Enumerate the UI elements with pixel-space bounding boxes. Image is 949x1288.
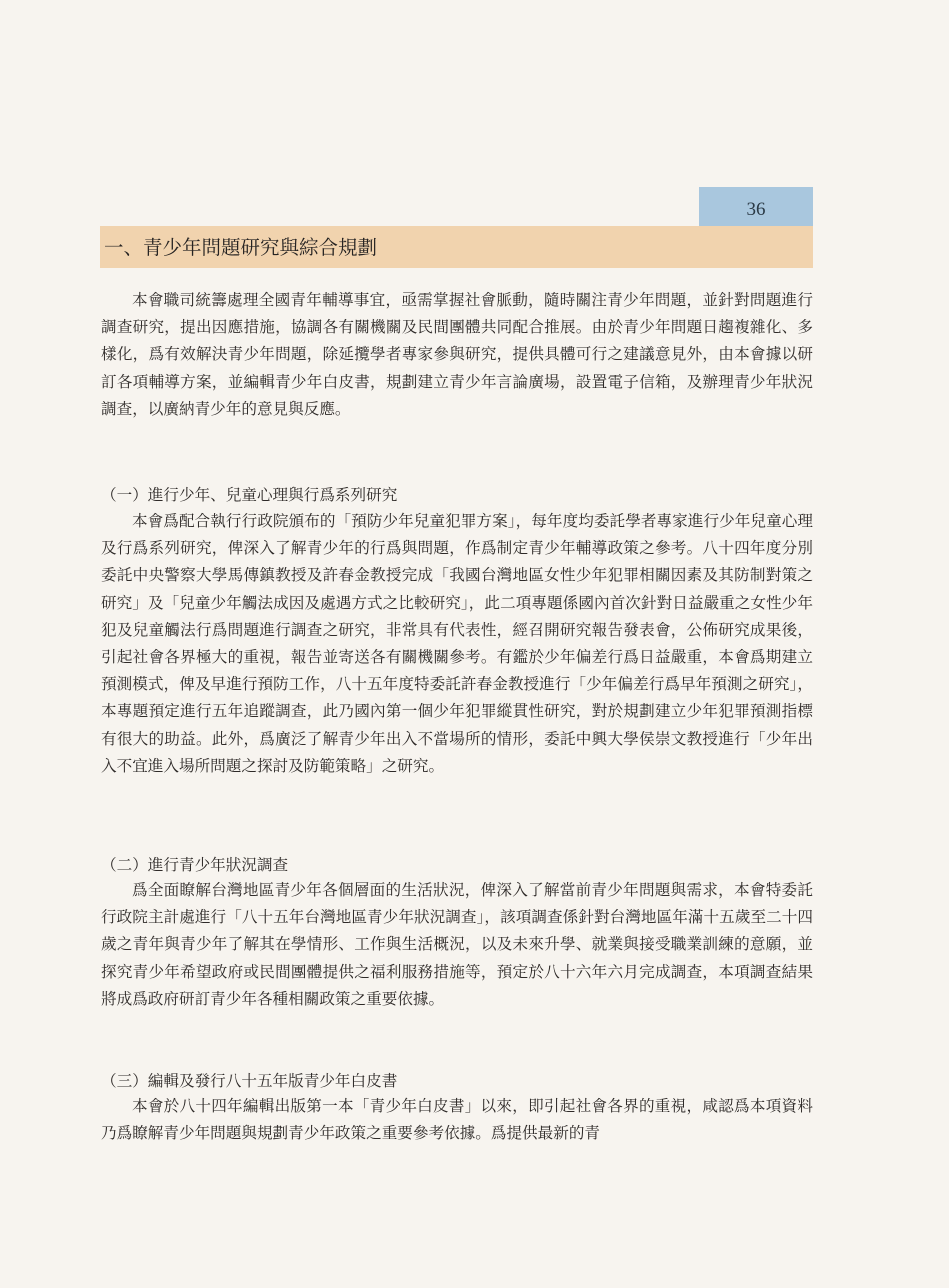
subsection-body-2: 爲全面瞭解台灣地區青少年各個層面的生活狀況，俾深入了解當前青少年問題與需求，本會特委託行政院主計處進行「八十五年台灣地區青少年狀況調查」，該項調查係針對台灣地區年滿十五歲至二十四歲之青年與青少年了解其在學情形、工作與生活概況，以及未來升學、就業與接受職業訓練的意願，並探究青少年希望政府或民間團體提供之福利服務措施等，預定於八十六年六月完成調查，本項調查結果將成爲政府研訂青少年各種相關政策之重要依據。 <box>101 881 813 1008</box>
subsection-body-3: 本會於八十四年編輯出版第一本「青少年白皮書」以來，即引起社會各界的重視，咸認爲本項資料乃爲瞭解青少年問題與規劃青少年政策之重要參考依據。爲提供最新的青 <box>101 1097 813 1143</box>
subsection-heading-1: （一）進行少年、兒童心理與行爲系列研究 <box>101 486 398 504</box>
page-number: 36 <box>699 187 813 232</box>
subsection-body-1: 本會爲配合執行行政院頒布的「預防少年兒童犯罪方案」，每年度均委託學者專家進行少年兒童心理及行爲系列研究，俾深入了解青少年的行爲與問題，作爲制定青少年輔導政策之參考。八十四年度分別委託中央警察大學馬傳鎮教授及許春金教授完成「我國台灣地區女性少年犯罪相關因素及其防制對策之研究」及「兒童少年觸法成因及處遇方式之比較研究」，此二項專題係國內首次針對日益嚴重之女性少年犯及兒童觸法行爲問題進行調查之研究，非常具有代表性，經召開研究報告發表會，公佈研究成果後，引起社會各界極大的重視，報告並寄送各有關機關參考。有鑑於少年偏差行爲日益嚴重，本會爲期建立預測模式，俾及早進行預防工作，八十五年度特委託許春金教授進行「少年偏差行爲早年預測之研究」，本專題預定進行五年追蹤調查，此乃國內第一個少年犯罪縱貫性研究，對於規劃建立少年犯罪預測指標有很大的助益。此外，爲廣泛了解青少年出入不當場所的情形，委託中興大學侯崇文教授進行「少年出入不宜進入場所問題之探討及防範策略」之研究。 <box>101 512 813 775</box>
section-title: 一、青少年問題研究與綜合規劃 <box>104 236 378 259</box>
subsection-heading-2: （二）進行青少年狀況調查 <box>101 856 289 874</box>
subsection-heading-3: （三）編輯及發行八十五年版青少年白皮書 <box>101 1072 398 1090</box>
intro-paragraph: 本會職司統籌處理全國青年輔導事宜，亟需掌握社會脈動，隨時關注青少年問題，並針對問題進行調查研究，提出因應措施，協調各有關機關及民間團體共同配合推展。由於青少年問題日趨複雜化、多樣化，爲有效解決青少年問題，除延攬學者專家參與研究，提供具體可行之建議意見外，由本會據以研訂各項輔導方案，並編輯青少年白皮書，規劃建立青少年言論廣場，設置電子信箱，及辦理青少年狀況調查，以廣納青少年的意見與反應。 <box>101 291 813 418</box>
